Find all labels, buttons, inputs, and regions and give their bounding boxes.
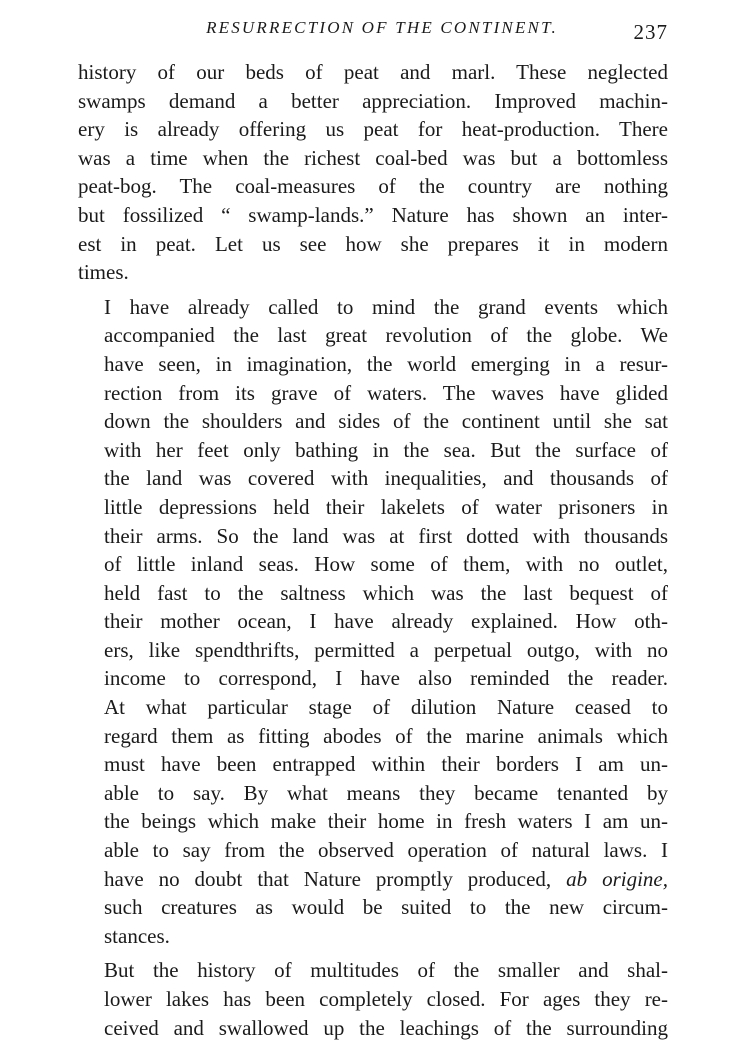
text-line: rection from its grave of waters. The waves have glided (104, 380, 668, 405)
text-line: est in peat. Let us see how she prepares it in modern (78, 231, 668, 256)
body-text (78, 58, 668, 1042)
text-line: able to say. By what means they became tenanted by (104, 780, 668, 805)
text-line: accompanied the last great revolution of the globe. We (104, 323, 668, 348)
text-line: I have already called to mind the grand events which (104, 294, 668, 319)
text-line: ers, like spendthrifts, permitted a perpetual outgo, with no (104, 637, 668, 662)
text-line: the land was covered with inequalities, and thousands of (104, 466, 668, 491)
running-head (78, 18, 668, 48)
text-line: But the history of multitudes of the smaller and shal- (104, 958, 668, 983)
text-line: of little inland seas. How some of them, with no outlet, (104, 552, 668, 577)
text-line: peat-bog. The coal-measures of the country are nothing (78, 174, 668, 199)
text-line: regard them as fitting abodes of the marine animals which (104, 723, 668, 748)
text-line: At what particular stage of dilution Nature ceased to (104, 695, 668, 720)
text-line: able to say from the observed operation of natural laws. I (104, 838, 668, 863)
text-line: but fossilized “ swamp-lands.” Nature has shown an inter- (78, 202, 668, 227)
text-line: down the shoulders and sides of the continent until she sat (104, 409, 668, 434)
italic-phrase: ab origine, (566, 866, 669, 891)
text-line: the beings which make their home in fresh waters I am un- (104, 809, 668, 834)
text-line: was a time when the richest coal-bed was but a bottomless (78, 145, 668, 170)
text-line: ery is already offering us peat for heat-production. There (78, 117, 668, 142)
text-line: history of our beds of peat and marl. These neglected (78, 60, 668, 84)
text-line: their arms. So the land was at first dotted with thousands (104, 523, 668, 548)
running-title: RESURRECTION OF THE CONTINENT. (206, 18, 558, 37)
page-number: 237 (633, 20, 668, 44)
paragraph-3 (78, 956, 668, 1042)
paragraph-2 (78, 293, 668, 951)
text-line: income to correspond, I have also reminded the reader. (104, 666, 668, 691)
text-line: swamps demand a better appreciation. Improved machin- (78, 88, 668, 113)
text-line: times. (78, 260, 129, 285)
text-line: lower lakes has been completely closed. For ages they re- (104, 987, 668, 1011)
text-line: stances. (104, 923, 170, 948)
text-line: with her feet only bathing in the sea. But the surface of (104, 437, 668, 462)
paragraph-1 (78, 58, 668, 287)
text-line: held fast to the saltness which was the last bequest of (104, 580, 668, 605)
text-line: must have been entrapped within their borders I am un- (104, 752, 668, 777)
text-line: have seen, in imagination, the world emerging in a resur- (104, 351, 668, 376)
text-segment: have no doubt that Nature promptly produced, (104, 866, 552, 891)
text-line: ceived and swallowed up the leachings of the surrounding (104, 1015, 668, 1040)
text-line: such creatures as would be suited to the new circum- (104, 895, 668, 920)
text-line: little depressions held their lakelets of water prisoners in (104, 494, 668, 519)
text-line-with-italic (78, 865, 668, 894)
text-line: their mother ocean, I have already explained. How oth- (104, 609, 668, 634)
